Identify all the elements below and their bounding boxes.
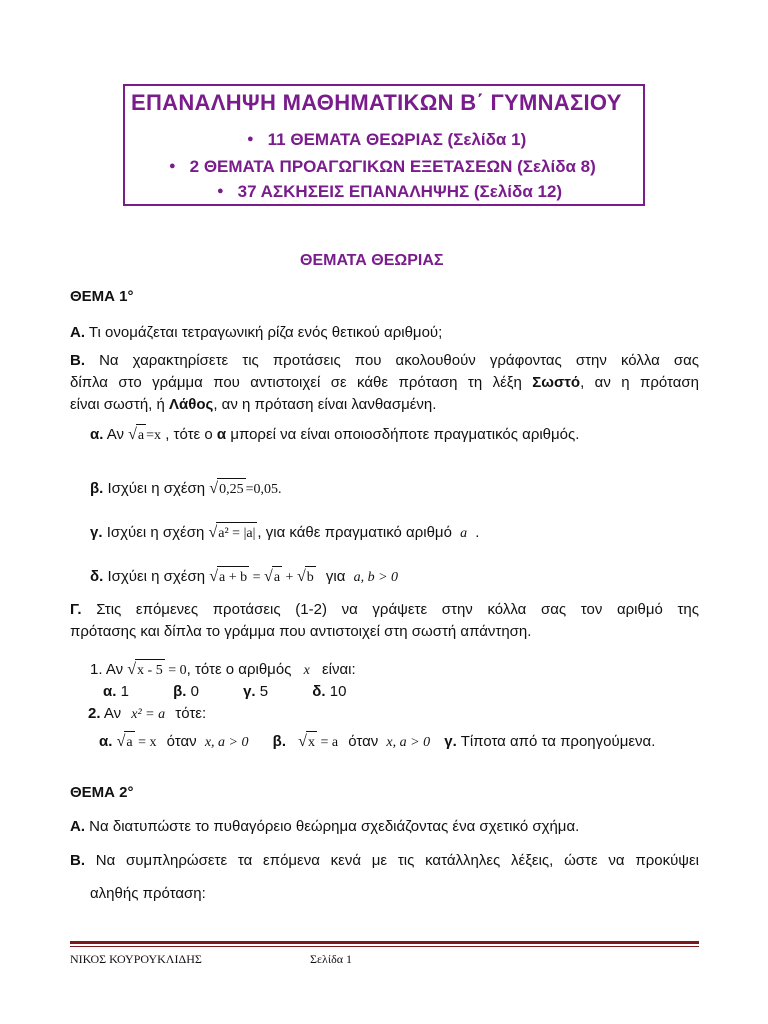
item-text: Ισχύει η σχέση [107, 480, 206, 497]
theme1-question-c [70, 599, 699, 643]
theme2-question-b [70, 850, 699, 872]
item-text: τότε: [175, 705, 207, 722]
multiple-choice-1 [90, 659, 356, 682]
math-formula: √0,25 =0,05. [209, 482, 281, 497]
item-text: για [325, 568, 346, 585]
statement-a [90, 424, 579, 447]
statement-d [90, 566, 398, 589]
option-label: α. [103, 683, 117, 700]
item-label: γ. [90, 524, 103, 541]
question-label: Γ. [70, 601, 82, 618]
paragraph-line [70, 372, 699, 394]
paragraph-text: πρότασης και δίπλα το γράμμα που αντιστοιχεί στη σωστή απάντηση. [70, 623, 532, 640]
math-condition: a, b > 0 [353, 570, 399, 585]
section-title: ΘΕΜΑΤΑ ΘΕΩΡΙΑΣ [300, 252, 444, 269]
bullet-item: ● 11 ΘΕΜΑΤΑ ΘΕΩΡΙΑΣ (Σελίδα 1) [247, 130, 527, 149]
item-text: όταν [166, 733, 197, 750]
statement-c [90, 522, 479, 545]
question-label: Β. [70, 852, 85, 869]
theme1-question-b [70, 350, 699, 416]
item-text: όταν [348, 733, 379, 750]
bullet-text: 37 ΑΣΚΗΣΕΙΣ ΕΠΑΝΑΛΗΨΗΣ (Σελίδα 12) [237, 182, 563, 201]
question-label: Α. [70, 324, 85, 341]
footer-page-number: Σελίδα 1 [310, 952, 353, 966]
answer-options-2 [99, 731, 655, 754]
paragraph-text: , αν η πρόταση [580, 374, 699, 391]
math-formula: √a = x [117, 735, 157, 750]
question-number: 2. [88, 705, 101, 722]
option-label: α. [99, 733, 113, 750]
option-label: β. [173, 683, 187, 700]
keyword-wrong: Λάθος [169, 396, 214, 413]
option-value: 1 [120, 683, 129, 700]
bullet-text: 11 ΘΕΜΑΤΑ ΘΕΩΡΙΑΣ (Σελίδα 1) [267, 130, 527, 149]
option-value: Τίποτα από τα προηγούμενα. [460, 733, 656, 750]
item-text: , τότε ο αριθμός [186, 661, 292, 678]
paragraph-line [70, 394, 699, 416]
footer-rule-thin [70, 946, 699, 947]
math-formula: √a + b = √a + √b [209, 570, 315, 585]
math-formula: x² = a [131, 707, 166, 722]
question-label: Α. [70, 818, 85, 835]
multiple-choice-2 [88, 703, 206, 726]
math-formula: √x - 5 = 0 [127, 663, 186, 678]
theme2-heading: ΘΕΜΑ 2° [70, 784, 134, 801]
theme2-question-a [70, 816, 579, 838]
keyword-correct: Σωστό [532, 374, 581, 391]
header-box [123, 84, 645, 206]
math-formula: √a =x [128, 428, 161, 443]
item-text: είναι: [321, 661, 356, 678]
option-label: γ. [243, 683, 256, 700]
paragraph-line [70, 850, 699, 872]
option-value: 0 [190, 683, 199, 700]
option-value: 5 [259, 683, 269, 700]
question-text: Τι ονομάζεται τετραγωνική ρίζα ενός θετικού αριθμού; [88, 324, 443, 341]
math-variable: x [303, 663, 310, 678]
item-variable: α [216, 426, 227, 443]
math-formula: √a² = |a| [208, 526, 257, 541]
item-text: Ισχύει η σχέση [107, 568, 206, 585]
bullet-item: ● 2 ΘΕΜΑΤΑ ΠΡΟΑΓΩΓΙΚΩΝ ΕΞΕΤΑΣΕΩΝ (Σελίδα 8) [169, 157, 596, 176]
paragraph-line [70, 350, 699, 372]
statement-b [90, 478, 281, 501]
answer-options-1 [103, 681, 346, 703]
option-value: 10 [329, 683, 347, 700]
item-text: μπορεί να είναι οποιοσδήποτε πραγματικός αριθμός. [230, 426, 580, 443]
item-label: α. [90, 426, 104, 443]
paragraph-text: , αν η πρόταση είναι λανθασμένη. [213, 396, 437, 413]
paragraph-line [70, 599, 699, 621]
paragraph-text: Να χαρακτηρίσετε τις προτάσεις που ακολουθούν γράφοντας στην κόλλα σας [99, 352, 699, 369]
math-formula: √x = a [298, 735, 338, 750]
math-variable: a [460, 526, 468, 541]
option-label: β. [272, 733, 286, 750]
paragraph-text: Να συμπληρώσετε τα επόμενα κενά με τις κατάλληλες λέξεις, ώστε να προκύψει [95, 852, 699, 869]
math-condition: x, a > 0 [386, 735, 431, 750]
theme1-heading: ΘΕΜΑ 1° [70, 288, 134, 305]
footer-rule [70, 941, 699, 944]
math-condition: x, a > 0 [204, 735, 249, 750]
item-text: Αν [105, 661, 124, 678]
item-text: , για κάθε πραγματικό αριθμό [257, 524, 452, 541]
question-label: Β. [70, 352, 85, 369]
paragraph-text: είναι σωστή, ή [70, 396, 165, 413]
paragraph-text: Στις επόμενες προτάσεις (1-2) να γράψετε στην κόλλα σας τον αριθμό της [96, 601, 700, 618]
item-text: . [475, 524, 480, 541]
question-number: 1. [90, 661, 103, 678]
bullet-text: 2 ΘΕΜΑΤΑ ΠΡΟΑΓΩΓΙΚΩΝ ΕΞΕΤΑΣΕΩΝ (Σελίδα 8) [189, 157, 596, 176]
item-text: , τότε ο [165, 426, 213, 443]
item-label: δ. [90, 568, 104, 585]
paragraph-line: αληθής πρόταση: [90, 885, 206, 902]
item-text: Ισχύει η σχέση [106, 524, 205, 541]
option-label: δ. [312, 683, 326, 700]
paragraph-text: δίπλα στο γράμμα που αντιστοιχεί σε κάθε πρόταση τη λέξη [70, 374, 522, 391]
footer-author: ΝΙΚΟΣ ΚΟΥΡΟΥΚΛΙΔΗΣ [70, 952, 202, 966]
question-text: Να διατυπώστε το πυθαγόρειο θεώρημα σχεδιάζοντας ένα σχετικό σχήμα. [89, 818, 580, 835]
theme1-question-a [70, 322, 442, 344]
item-text: Αν [106, 426, 124, 443]
option-label: γ. [444, 733, 457, 750]
paragraph-line [70, 621, 699, 643]
item-text: Αν [103, 705, 122, 722]
item-label: β. [90, 480, 104, 497]
document-title: ΕΠΑΝΑΛΗΨΗ ΜΑΘΗΜΑΤΙΚΩΝ Β΄ ΓΥΜΝΑΣΙΟΥ [131, 90, 622, 115]
bullet-item: ● 37 ΑΣΚΗΣΕΙΣ ΕΠΑΝΑΛΗΨΗΣ (Σελίδα 12) [217, 182, 563, 201]
